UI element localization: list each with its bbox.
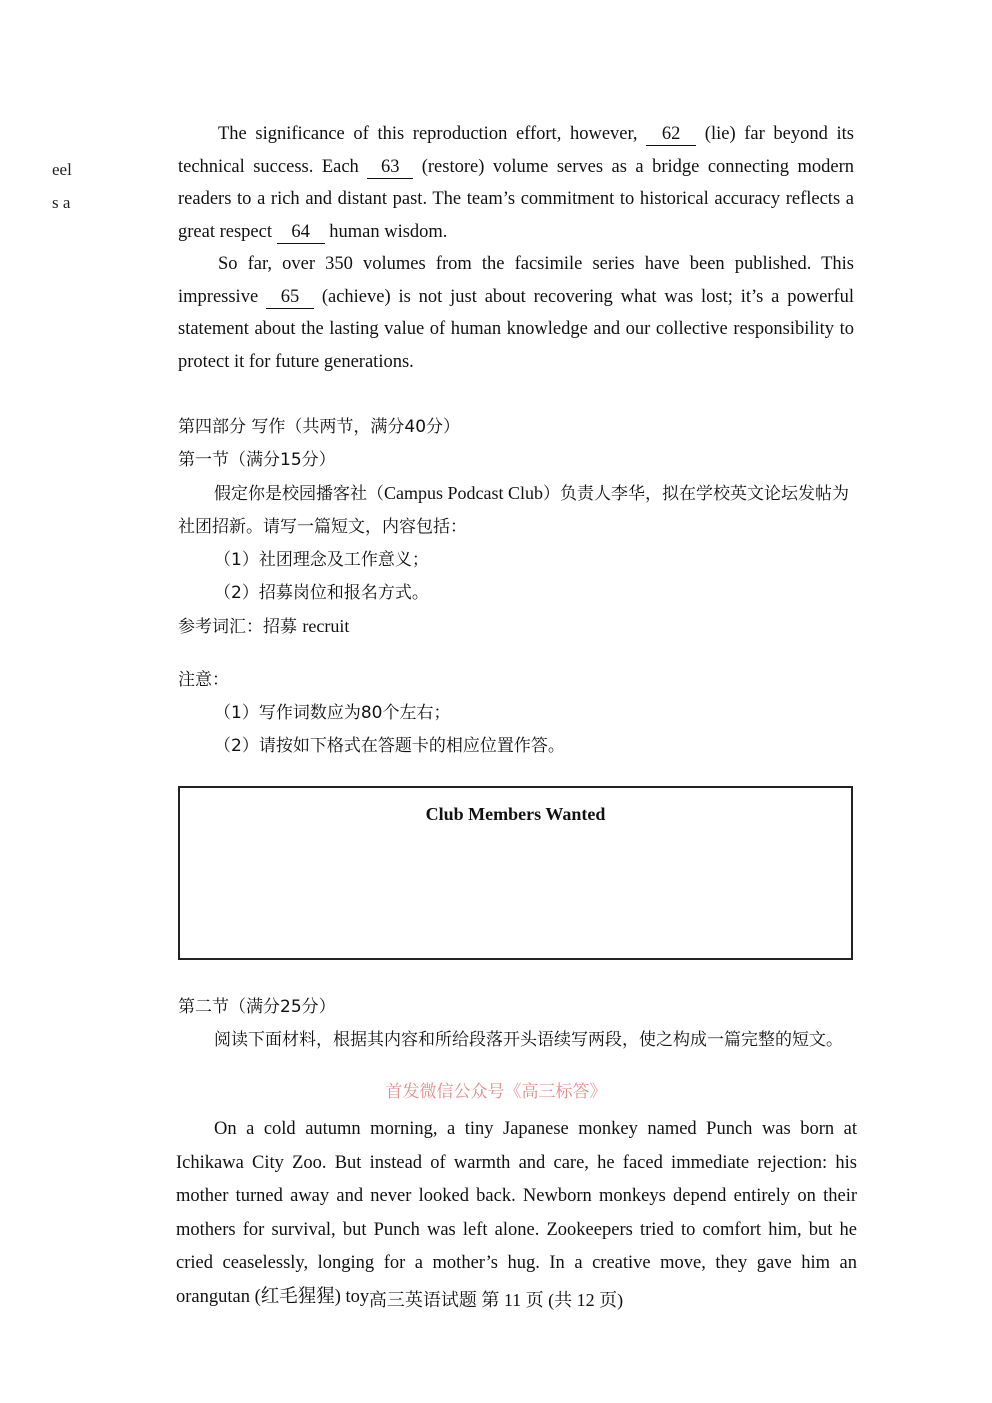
reference-vocab: 参考词汇：招募 recruit xyxy=(178,616,350,637)
note-item-2: （2）请按如下格式在答题卡的相应位置作答。 xyxy=(214,736,565,756)
watermark: 首发微信公众号《高三标答》 xyxy=(385,1082,607,1102)
margin-fragment-1: eel xyxy=(52,160,72,179)
margin-fragment-2: s a xyxy=(52,193,71,212)
note-item-1: （1）写作词数应为80个左右； xyxy=(214,703,451,723)
writing-section-2 xyxy=(178,991,854,1057)
section1-heading: 第一节（满分15分） xyxy=(178,450,336,470)
passage-paragraph-2: So far, over 350 volumes from the facsimile series have been published. This impressive 65 (achieve) is not just about recovering what was lost; it’s a powerful statement about the lasting value of human knowledge and our collective responsibility to protect it for future generations. xyxy=(178,254,854,372)
writing-section-1 xyxy=(178,411,854,763)
blank-64[interactable]: 64 xyxy=(277,221,325,244)
box-title: Club Members Wanted xyxy=(425,804,606,824)
continuation-instruction: 阅读下面材料，根据其内容和所给段落开头语续写两段，使之构成一篇完整的短文。 xyxy=(214,1030,843,1050)
prompt-item-2: （2）招募岗位和报名方式。 xyxy=(214,583,429,603)
part4-heading: 第四部分 写作（共两节，满分40分） xyxy=(178,417,461,437)
note-heading: 注意： xyxy=(178,670,229,690)
story-passage xyxy=(176,1113,857,1314)
blank-65[interactable]: 65 xyxy=(266,286,314,309)
prompt-item-1: （1）社团理念及工作意义； xyxy=(214,550,429,570)
story-paragraph: On a cold autumn morning, a tiny Japanese monkey named Punch was born at Ichikawa City Zoo. But instead of warmth and care, he faced immediate rejection: his mother turned away and never looked back. Newborn monkeys depend entirely on their mothers for survival, but Punch was left alone. Zookeepers tried to comfort him, but he cried ceaselessly, longing for a mother’s hug. In a creative move, they gave him an orangutan (红毛猩猩) toy xyxy=(176,1119,857,1307)
writing-prompt: 假定你是校园播客社（Campus Podcast Club）负责人李华，拟在学校英文论坛发帖为社团招新。请写一篇短文，内容包括： xyxy=(178,483,850,537)
blank-62[interactable]: 62 xyxy=(646,123,696,146)
answer-format-box xyxy=(178,786,853,960)
section2-heading: 第二节（满分25分） xyxy=(178,997,336,1017)
blank-63[interactable]: 63 xyxy=(367,156,413,179)
passage-paragraph-1: The significance of this reproduction effort, however, 62 (lie) far beyond its technical success. Each 63 (restore) volume serves as a bridge connecting modern readers to a rich and distant past. The team’s commitment to historical accuracy reflects a great respect 64 human wisdom. xyxy=(178,124,854,242)
section3-passage xyxy=(178,118,854,378)
page-footer: 高三英语试题 第 11 页 (共 12 页) xyxy=(368,1290,624,1310)
